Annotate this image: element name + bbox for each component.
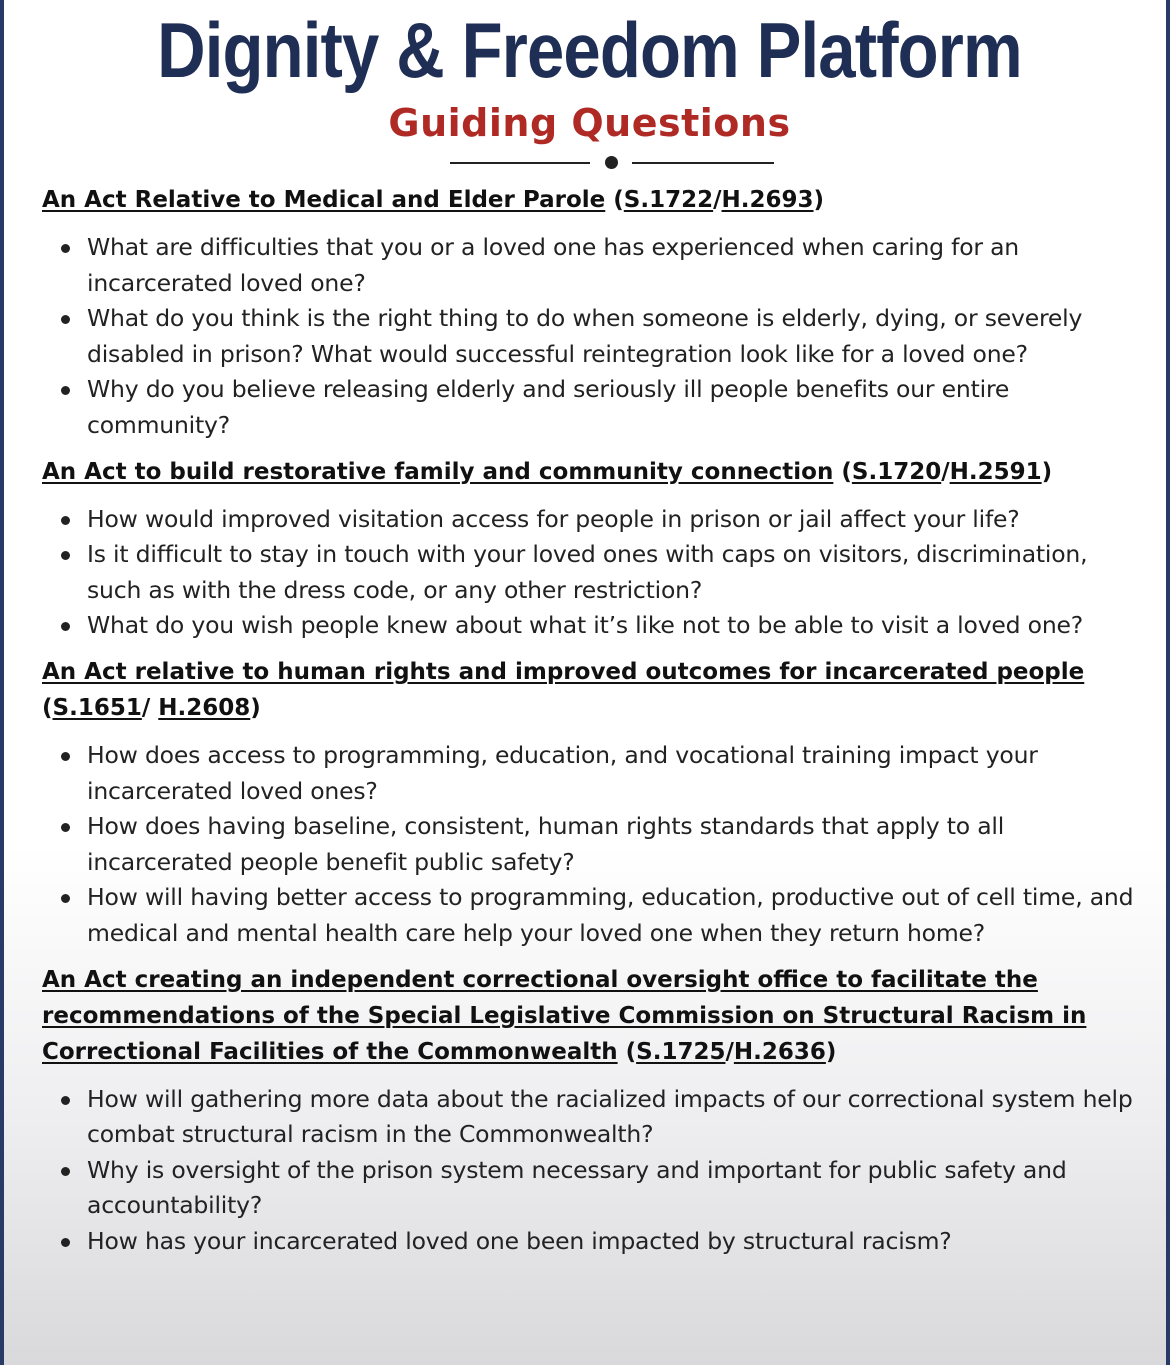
bill-separator: / bbox=[141, 694, 159, 721]
bill-paren-close: ) bbox=[250, 694, 261, 721]
divider-line-right bbox=[632, 162, 774, 164]
bill-paren-close: ) bbox=[1041, 458, 1053, 485]
bullet-icon bbox=[61, 244, 70, 253]
section-human-rights-outcomes bbox=[42, 654, 1137, 952]
list-item bbox=[42, 809, 1137, 880]
left-frame-border bbox=[0, 0, 4, 1365]
bullet-icon bbox=[61, 823, 70, 832]
question-list bbox=[42, 502, 1137, 644]
section-heading bbox=[42, 454, 1137, 490]
bill-paren-close: ) bbox=[813, 187, 825, 213]
question-text: Why is oversight of the prison system necessary and important for public safety and accountability? bbox=[87, 1155, 1067, 1220]
list-item bbox=[42, 301, 1137, 372]
section-heading bbox=[42, 654, 1137, 726]
bill-separator: / bbox=[713, 187, 722, 213]
list-item bbox=[42, 608, 1137, 644]
bill-paren-open: ( bbox=[617, 1038, 637, 1065]
divider-line-left bbox=[450, 162, 590, 164]
bill-separator: / bbox=[941, 458, 950, 485]
list-item bbox=[42, 372, 1137, 443]
question-text: Is it difficult to stay in touch with your loved ones with caps on visitors, discrimination, such as with the dress code, or any other restriction? bbox=[87, 540, 1088, 604]
question-text: How would improved visitation access for people in prison or jail affect your life? bbox=[87, 504, 1020, 533]
senate-bill-link[interactable]: S.1651 bbox=[52, 694, 142, 721]
question-list bbox=[42, 230, 1137, 444]
house-bill-link[interactable]: H.2608 bbox=[158, 694, 251, 721]
bullet-icon bbox=[61, 315, 70, 324]
bullet-icon bbox=[61, 894, 70, 903]
bill-separator: / bbox=[725, 1038, 734, 1065]
divider-dot bbox=[605, 156, 618, 169]
section-medical-elder-parole bbox=[42, 182, 1137, 444]
question-text: What do you wish people knew about what it’s like not to be able to visit a loved one? bbox=[87, 611, 1084, 640]
senate-bill-link[interactable]: S.1720 bbox=[851, 458, 942, 485]
section-family-community-connection bbox=[42, 454, 1137, 644]
house-bill-link[interactable]: H.2591 bbox=[949, 458, 1042, 485]
list-item bbox=[42, 537, 1137, 608]
bill-paren-open: ( bbox=[833, 458, 852, 485]
right-frame-border bbox=[1166, 0, 1170, 1365]
house-bill-link[interactable]: H.2636 bbox=[733, 1038, 826, 1065]
bullet-icon bbox=[61, 622, 70, 631]
act-title: An Act relative to human rights and improved outcomes for incarcerated people bbox=[42, 658, 1085, 685]
bill-paren-open: ( bbox=[605, 187, 624, 213]
question-list bbox=[42, 1082, 1137, 1260]
senate-bill-link[interactable]: S.1725 bbox=[636, 1038, 726, 1065]
list-item bbox=[42, 1082, 1137, 1153]
house-bill-link[interactable]: H.2693 bbox=[721, 187, 814, 213]
act-title: An Act creating an independent correctional oversight office to facilitate the recommendations of the Special Legislative Commission on Structural Racism in Correctional Facilities of the Commonwealth bbox=[42, 966, 1087, 1065]
bullet-icon bbox=[61, 1167, 70, 1176]
list-item bbox=[42, 1224, 1137, 1260]
bullet-icon bbox=[61, 1238, 70, 1247]
question-text: How does access to programming, education, and vocational training impact your incarcerated loved ones? bbox=[87, 740, 1038, 805]
question-text: How will gathering more data about the racialized impacts of our correctional system help combat structural racism in the Commonwealth? bbox=[87, 1084, 1133, 1149]
bullet-icon bbox=[61, 1096, 70, 1105]
bullet-icon bbox=[61, 386, 70, 395]
question-text: How has your incarcerated loved one been impacted by structural racism? bbox=[87, 1226, 952, 1255]
list-item bbox=[42, 502, 1137, 538]
bullet-icon bbox=[61, 752, 70, 761]
page-subtitle: Guiding Questions bbox=[388, 101, 791, 145]
list-item bbox=[42, 1153, 1137, 1224]
act-title: An Act to build restorative family and community connection bbox=[42, 458, 834, 485]
list-item bbox=[42, 230, 1137, 301]
section-heading bbox=[42, 182, 1137, 218]
section-correctional-oversight bbox=[42, 962, 1137, 1260]
bullet-icon bbox=[61, 516, 70, 525]
section-heading bbox=[42, 962, 1137, 1070]
question-text: Why do you believe releasing elderly and seriously ill people benefits our entire community? bbox=[87, 375, 1010, 439]
question-text: What do you think is the right thing to do when someone is elderly, dying, or severely disabled in prison? What would successful reintegration look like for a loved one? bbox=[87, 304, 1083, 368]
senate-bill-link[interactable]: S.1722 bbox=[623, 187, 714, 213]
list-item bbox=[42, 880, 1137, 951]
question-text: What are difficulties that you or a loved one has experienced when caring for an incarcerated loved one? bbox=[87, 233, 1019, 297]
title-divider bbox=[42, 152, 1137, 174]
page-title: Dignity & Freedom Platform bbox=[157, 6, 1022, 94]
question-text: How will having better access to programming, education, productive out of cell time, and medical and mental health care help your loved one when they return home? bbox=[87, 883, 1134, 947]
bullet-icon bbox=[61, 551, 70, 560]
question-text: How does having baseline, consistent, human rights standards that apply to all incarcerated people benefit public safety? bbox=[87, 812, 1005, 876]
bill-paren-open: ( bbox=[42, 694, 53, 721]
list-item bbox=[42, 738, 1137, 809]
document-page bbox=[42, 0, 1137, 1269]
act-title: An Act Relative to Medical and Elder Parole bbox=[42, 187, 606, 213]
bill-paren-close: ) bbox=[825, 1038, 837, 1065]
question-list bbox=[42, 738, 1137, 952]
